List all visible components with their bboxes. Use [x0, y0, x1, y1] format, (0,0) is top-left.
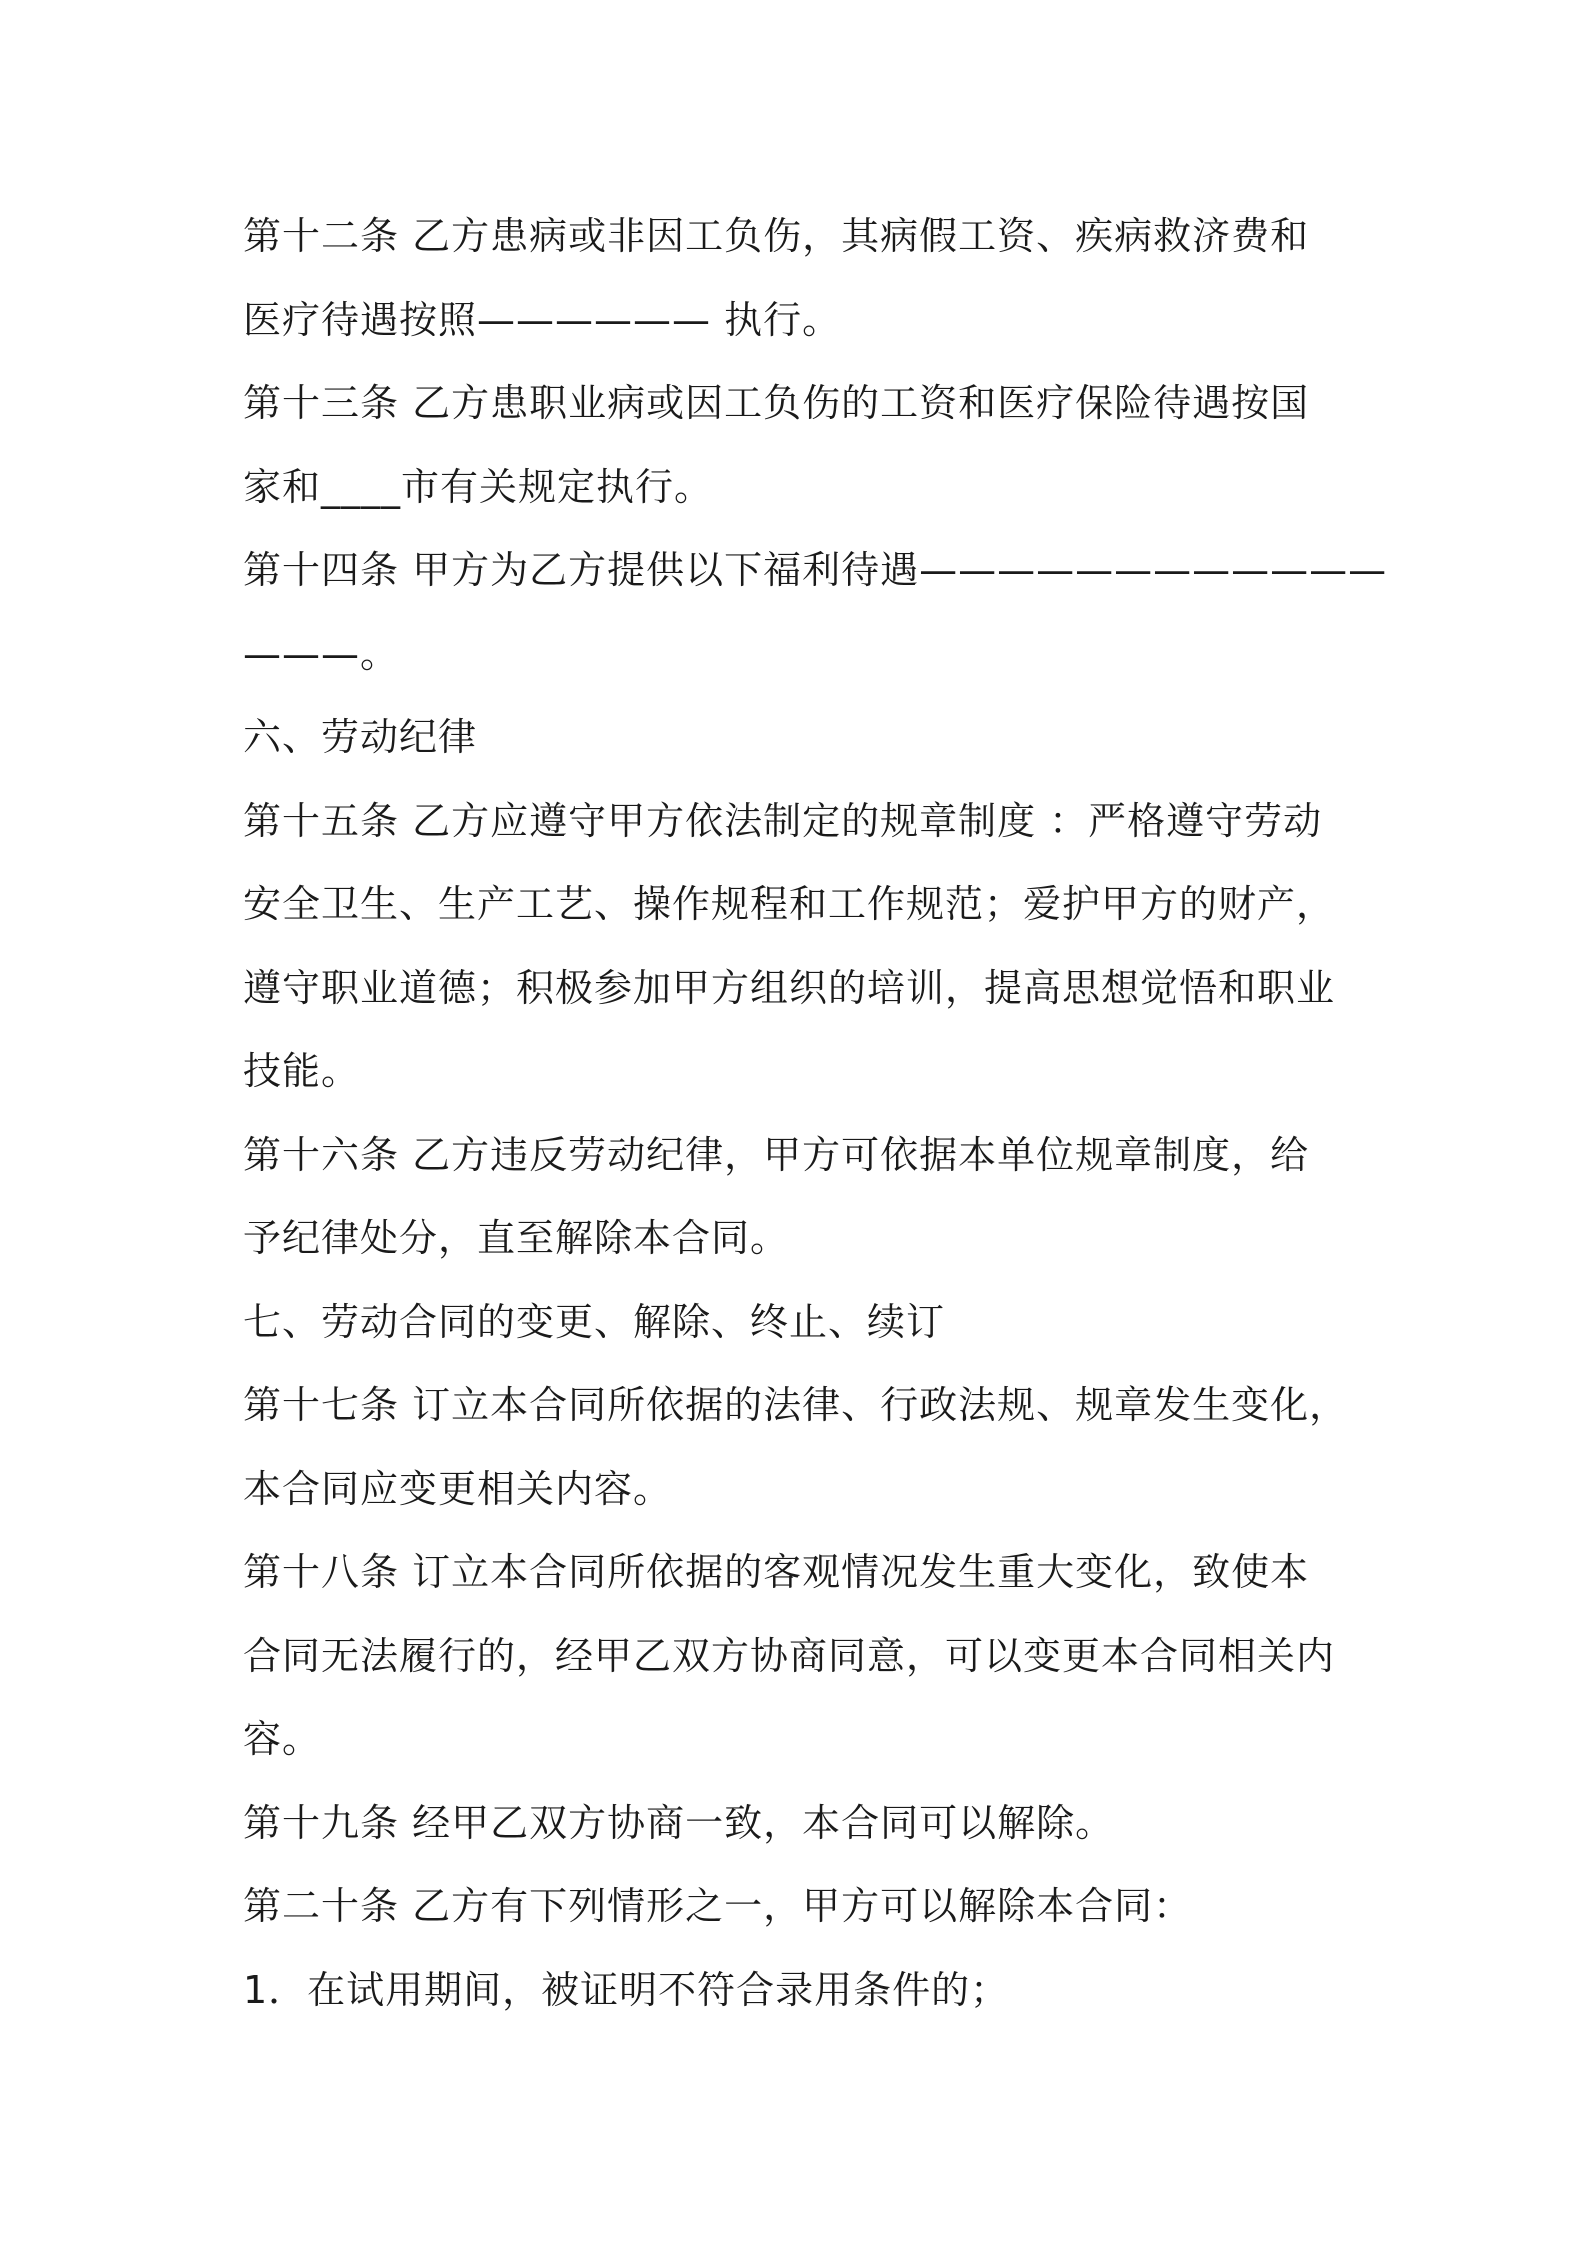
article-18-line-3: 容。 [243, 1717, 322, 1761]
article-16-line-1: 第十六条 乙方违反劳动纪律，甲方可依据本单位规章制度，给 [243, 1132, 1310, 1177]
article-14-line-1: 第十四条 甲方为乙方提供以下福利待遇———————————— [243, 548, 1388, 592]
article-12-line-1: 第十二条 乙方患病或非因工负伤，其病假工资、疾病救济费和 [243, 214, 1310, 258]
document-body [243, 195, 1388, 2032]
article-17-line-2: 本合同应变更相关内容。 [243, 1466, 673, 1511]
article-15-line-1: 第十五条 乙方应遵守甲方依法制定的规章制度 ：严格遵守劳动 [243, 798, 1323, 843]
article-15-line-4: 技能。 [243, 1049, 361, 1093]
list-item-1: 1．在试用期间，被证明不符合录用条件的； [243, 1967, 1010, 2012]
article-18-line-2: 合同无法履行的，经甲乙双方协商同意，可以变更本合同相关内 [243, 1633, 1336, 1678]
article-20-line-1: 第二十条 乙方有下列情形之一，甲方可以解除本合同： [243, 1884, 1193, 1928]
article-13-line-1: 第十三条 乙方患职业病或因工负伤的工资和医疗保险待遇按国 [243, 381, 1310, 425]
article-18-line-1: 第十八条 订立本合同所依据的客观情况发生重大变化，致使本 [243, 1550, 1310, 1594]
article-16-line-2: 予纪律处分，直至解除本合同。 [243, 1216, 790, 1260]
article-13-line-2: 家和____市有关规定执行。 [243, 464, 714, 509]
article-17-line-1: 第十七条 订立本合同所依据的法律、行政法规、规章发生变化， [243, 1383, 1349, 1427]
section-7-heading: 七、劳动合同的变更、解除、终止、续订 [243, 1299, 946, 1344]
article-19-line-1: 第十九条 经甲乙双方协商一致，本合同可以解除。 [243, 1800, 1115, 1845]
article-12-line-2: 医疗待遇按照—————— 执行。 [243, 297, 842, 342]
section-6-heading: 六、劳动纪律 [243, 715, 478, 759]
article-15-line-2: 安全卫生、生产工艺、操作规程和工作规范；爱护甲方的财产， [243, 882, 1336, 926]
article-14-line-2: ———。 [243, 631, 400, 676]
article-15-line-3: 遵守职业道德；积极参加甲方组织的培训，提高思想觉悟和职业 [243, 965, 1336, 1010]
